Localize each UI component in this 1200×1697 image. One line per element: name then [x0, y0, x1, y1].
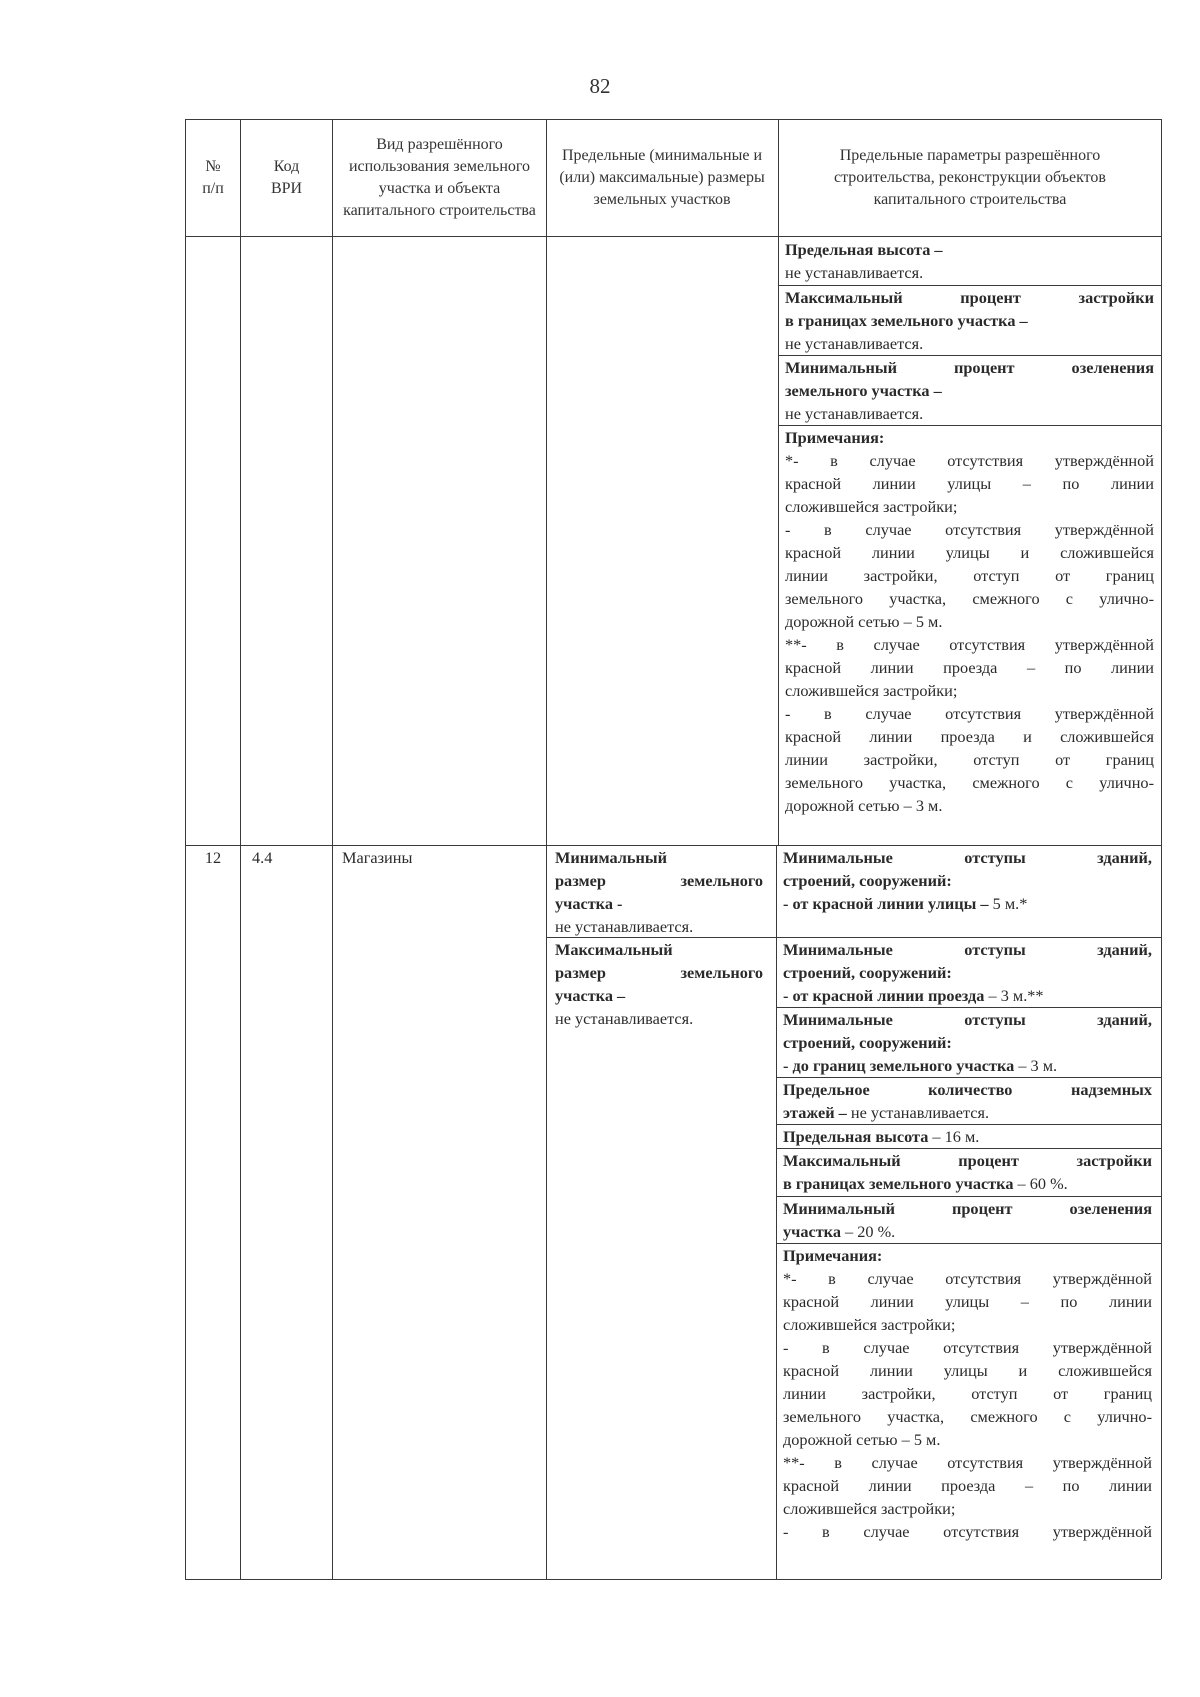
header-num: № п/п [202, 158, 224, 197]
note-line: сложившейся застройки; [785, 497, 958, 516]
max-plot-size-block [555, 938, 763, 1030]
max-plot-size-title-3: участка – [555, 986, 626, 1005]
page-number: 82 [589, 74, 611, 98]
note-line: дорожной сетью – 5 м. [785, 612, 943, 631]
min-green-title: Минимальный процент озеленения [785, 358, 1154, 377]
min-plot-size-value: не устанавливается. [555, 917, 694, 936]
row-use-type: Магазины [342, 848, 413, 867]
min-green-value: не устанавливается. [785, 404, 924, 423]
note-line: дорожной сетью – 5 м. [783, 1430, 941, 1449]
max-build-value: – 60 %. [1013, 1174, 1068, 1193]
note-line: сложившейся застройки; [783, 1499, 956, 1518]
note-line: линии застройки, отступ от границ [785, 566, 1154, 585]
note-line: красной линии проезда и сложившейся [785, 727, 1154, 746]
note-line: красной линии улицы – по линии [785, 474, 1154, 493]
note-line: - в случае отсутствия утверждённой [785, 704, 1154, 723]
note-line: сложившейся застройки; [785, 681, 958, 700]
note-line: красной линии улицы и сложившейся [785, 543, 1154, 562]
note-line: красной линии проезда – по линии [785, 658, 1154, 677]
note-line: сложившейся застройки; [783, 1315, 956, 1334]
min-green-percent-block [783, 1197, 1152, 1243]
min-green-value: – 20 %. [840, 1222, 896, 1241]
setback-boundary-label: - до границ земельного участка [783, 1056, 1015, 1075]
setback-boundary-block [783, 1008, 1152, 1077]
floors-value: не устанавливается. [846, 1103, 990, 1122]
header-build-params: Предельные параметры разрешённого строительства, реконструкции объектов капитального строительства [834, 147, 1106, 208]
header-code: Код ВРИ [270, 158, 303, 197]
max-build-percent-block [785, 286, 1154, 355]
note-line: **- в случае отсутствия утверждённой [783, 1453, 1152, 1472]
note-line: земельного участка, смежного с улично- [785, 589, 1154, 608]
note-line: красной линии улицы – по линии [783, 1292, 1152, 1311]
setback-street-block [783, 846, 1152, 915]
max-build-title: Максимальный процент застройки [785, 288, 1154, 307]
floors-title: Предельное количество надземных [783, 1080, 1152, 1099]
setback-title-2: строений, сооружений: [783, 963, 952, 982]
note-line: линии застройки, отступ от границ [783, 1384, 1152, 1403]
max-height-title: Предельная высота – [785, 240, 943, 259]
floors-block [783, 1078, 1152, 1124]
max-plot-size-title: Максимальный [555, 940, 673, 959]
min-green-title-2: участка [783, 1222, 841, 1241]
min-green-title-2: земельного участка – [785, 381, 942, 400]
header-use-type: Вид разрешённого использования земельного участка и объекта капитального строительства [343, 136, 536, 219]
note-line: красной линии проезда – по линии [783, 1476, 1152, 1495]
note-line: земельного участка, смежного с улично- [783, 1407, 1152, 1426]
max-build-value: не устанавливается. [785, 334, 924, 353]
setback-title: Минимальные отступы зданий, [783, 1010, 1152, 1029]
setback-title-2: строений, сооружений: [783, 871, 952, 890]
note-line: дорожной сетью – 3 м. [785, 796, 943, 815]
max-height-value: – 16 м. [928, 1127, 980, 1146]
setback-driveway-value: – 3 м.** [984, 986, 1044, 1005]
note-line: - в случае отсутствия утверждённой [783, 1338, 1152, 1357]
setback-title: Минимальные отступы зданий, [783, 848, 1152, 867]
setback-street-label: - от красной линии улицы – [783, 894, 989, 913]
notes-block [785, 426, 1154, 817]
note-line: - в случае отсутствия утверждённой [785, 520, 1154, 539]
max-build-title-2: в границах земельного участка [783, 1174, 1014, 1193]
notes-block [783, 1244, 1152, 1543]
setback-driveway-label: - от красной линии проезда [783, 986, 985, 1005]
setback-street-value: 5 м.* [988, 894, 1028, 913]
max-height-block [785, 238, 1154, 284]
note-line: **- в случае отсутствия утверждённой [785, 635, 1154, 654]
max-height-block [783, 1125, 1152, 1148]
max-height-value: не устанавливается. [785, 263, 924, 282]
min-green-percent-block [785, 356, 1154, 425]
note-line: красной линии улицы и сложившейся [783, 1361, 1152, 1380]
note-line: *- в случае отсутствия утверждённой [785, 451, 1154, 470]
header-plot-size: Предельные (минимальные и (или) максимальные) размеры земельных участков [559, 147, 765, 208]
floors-title-2: этажей – [783, 1103, 847, 1122]
max-height-title: Предельная высота [783, 1127, 929, 1146]
min-plot-size-title-3: участка - [555, 894, 623, 913]
row-code: 4.4 [252, 848, 273, 867]
setback-driveway-block [783, 938, 1152, 1007]
note-line: линии застройки, отступ от границ [785, 750, 1154, 769]
setback-title: Минимальные отступы зданий, [783, 940, 1152, 959]
notes-title: Примечания: [785, 428, 885, 447]
notes-title: Примечания: [783, 1246, 883, 1265]
min-plot-size-title: Минимальный [555, 848, 667, 867]
row-number: 12 [204, 848, 222, 867]
max-plot-size-title-2: размер земельного [555, 963, 763, 982]
note-line: *- в случае отсутствия утверждённой [783, 1269, 1152, 1288]
max-plot-size-value: не устанавливается. [555, 1009, 694, 1028]
min-green-title: Минимальный процент озеленения [783, 1199, 1152, 1218]
setback-boundary-value: – 3 м. [1014, 1056, 1058, 1075]
setback-title-2: строений, сооружений: [783, 1033, 952, 1052]
note-line: земельного участка, смежного с улично- [785, 773, 1154, 792]
max-build-title: Максимальный процент застройки [783, 1151, 1152, 1170]
min-plot-size-block [555, 846, 763, 938]
max-build-percent-block [783, 1149, 1152, 1195]
min-plot-size-title-2: размер земельного [555, 871, 763, 890]
note-line: - в случае отсутствия утверждённой [783, 1522, 1152, 1541]
max-build-title-2: в границах земельного участка – [785, 311, 1028, 330]
